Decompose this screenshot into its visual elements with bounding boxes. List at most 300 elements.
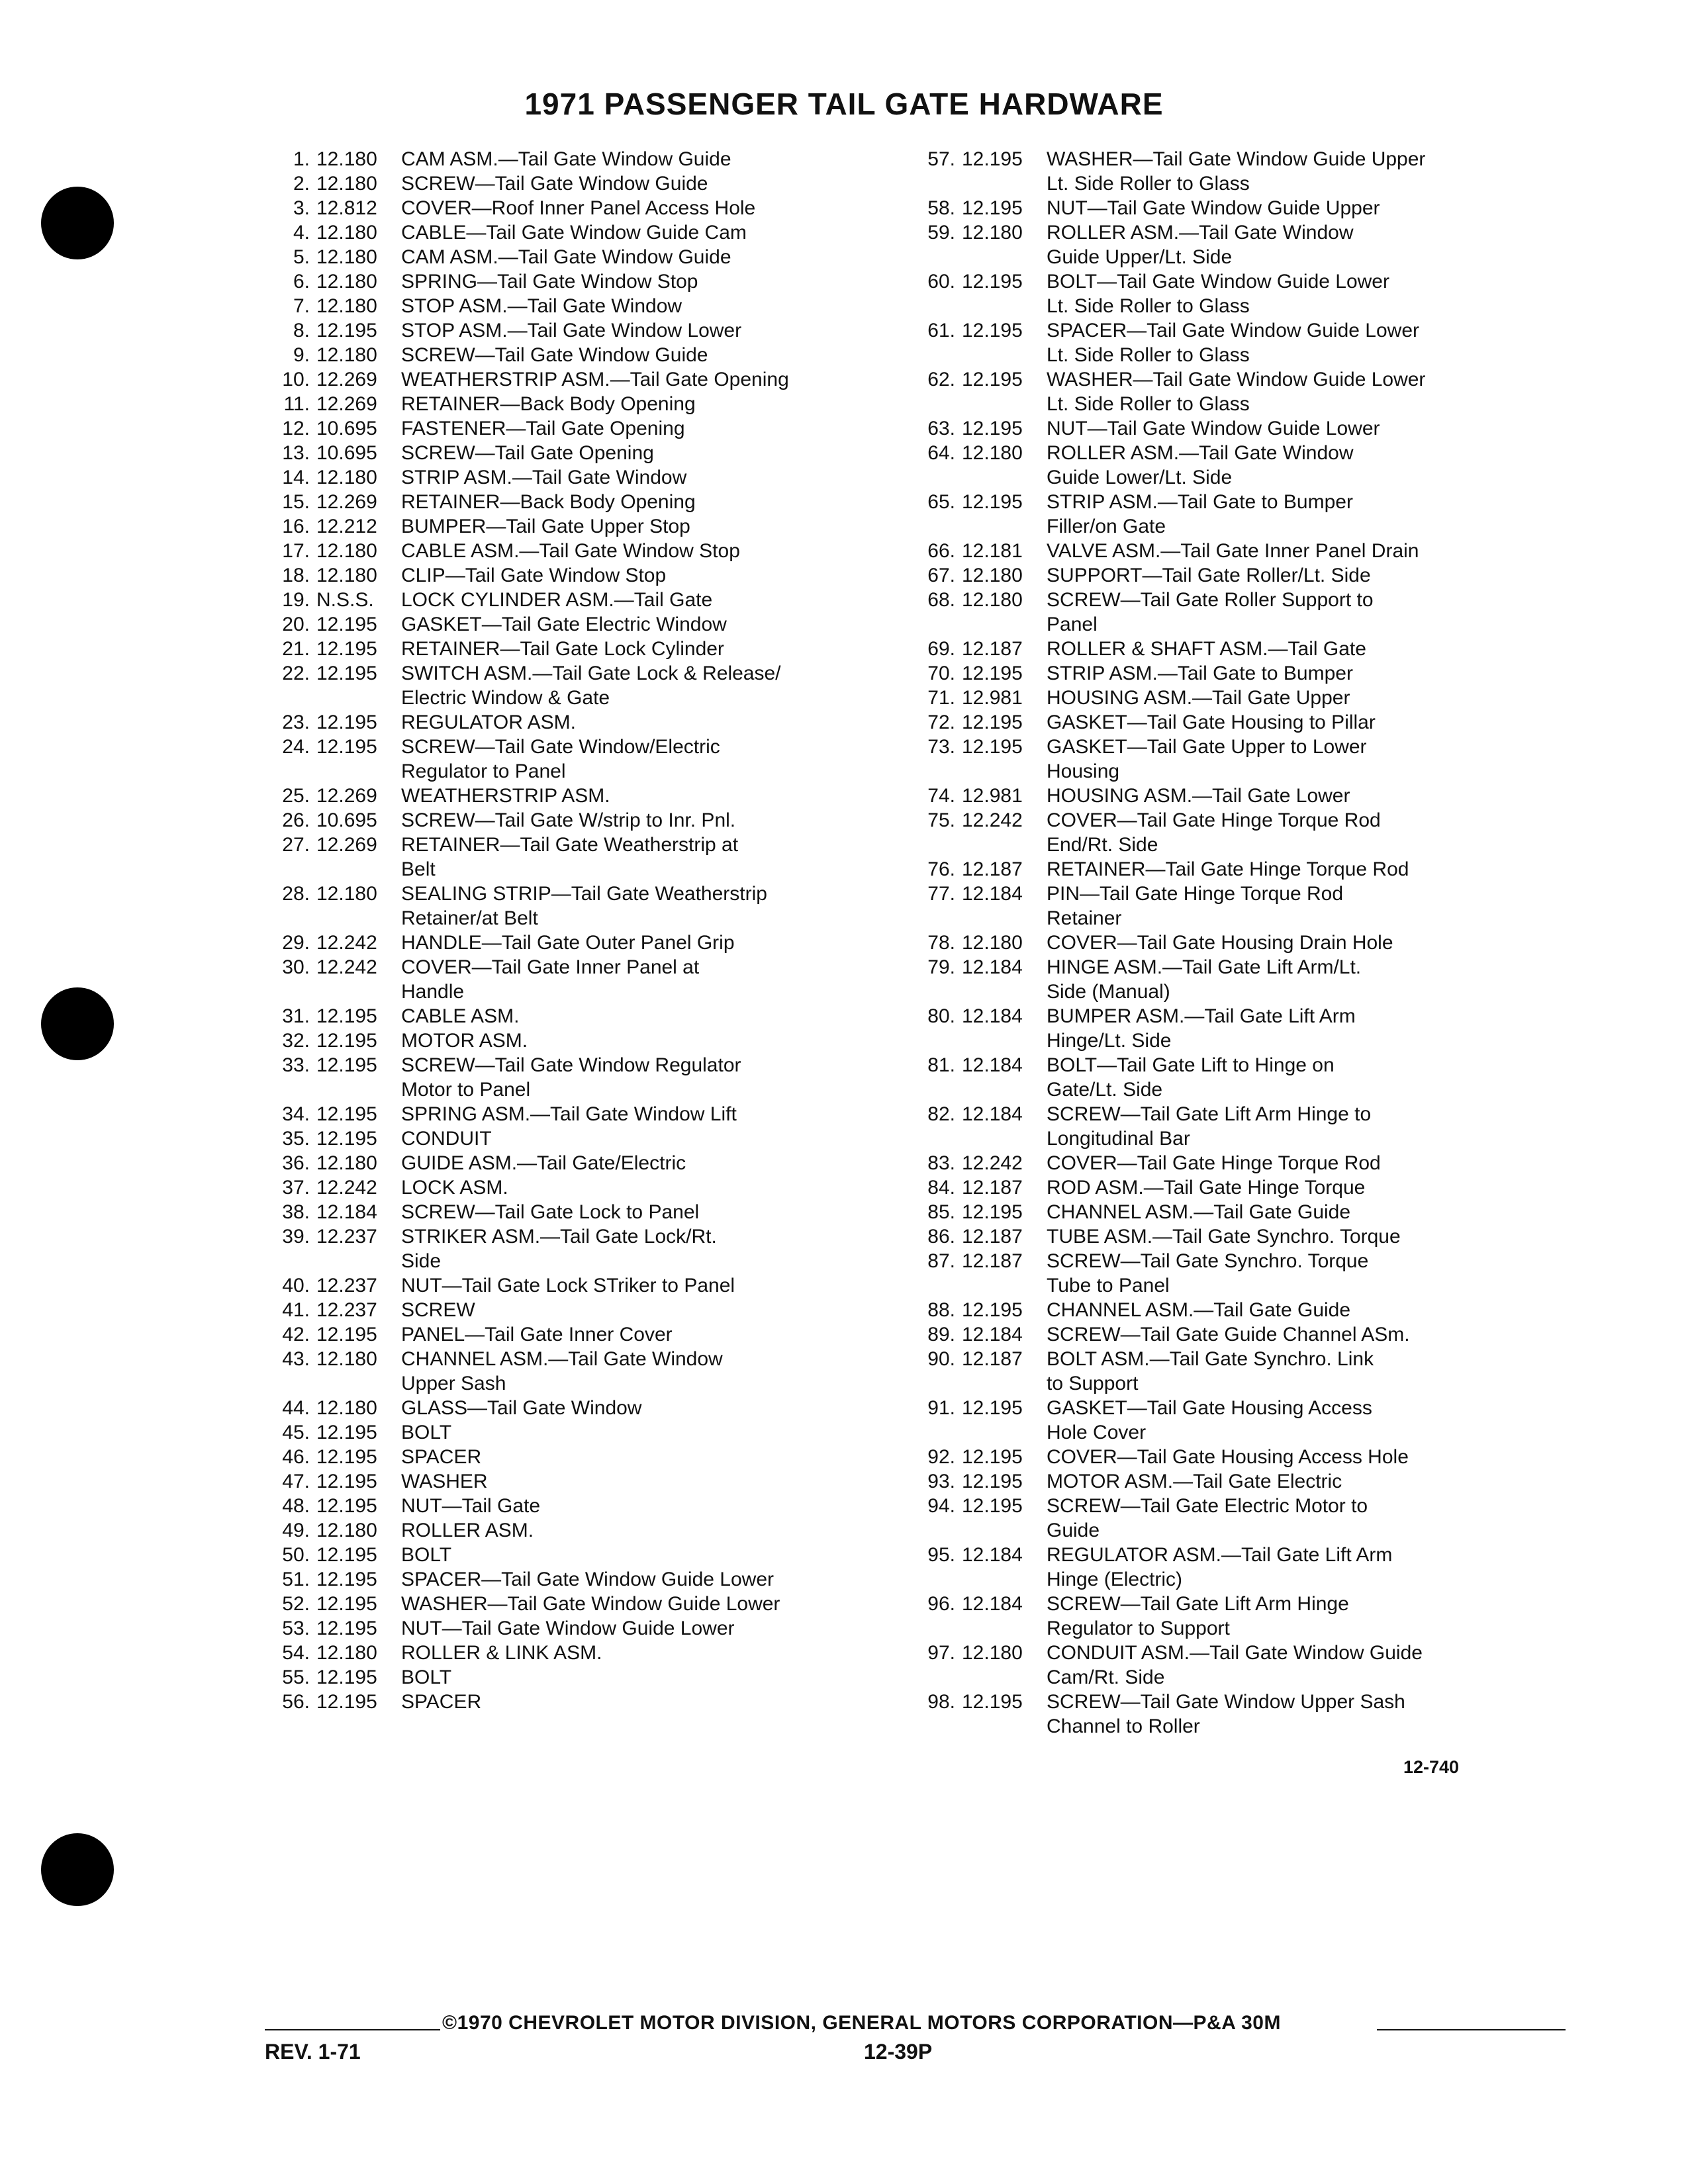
parts-list-entry (904, 1224, 1539, 1249)
part-description: WASHER—Tail Gate Window Guide Lower Lt. Side Roller to Glass (1047, 369, 1426, 415)
group-number: 12.195 (316, 614, 377, 635)
footer-rule-left (265, 2029, 440, 2030)
item-number: 36. (282, 1152, 310, 1174)
part-description: TUBE ASM.—Tail Gate Synchro. Torque (1047, 1226, 1401, 1248)
parts-list-entry (258, 1494, 854, 1518)
item-number: 98. (927, 1691, 955, 1713)
parts-list-entry (904, 1249, 1539, 1298)
group-number: 12.269 (316, 369, 377, 390)
parts-list-entry (904, 686, 1539, 710)
item-number: 55. (282, 1666, 310, 1688)
item-number: 75. (927, 809, 955, 831)
part-description: SCREW—Tail Gate Lock to Panel (401, 1201, 700, 1223)
item-number: 4. (293, 222, 310, 244)
group-number: 12.195 (316, 1495, 377, 1517)
part-description: ROLLER & SHAFT ASM.—Tail Gate (1047, 638, 1366, 660)
parts-list-entry (258, 1298, 854, 1322)
part-description: CAM ASM.—Tail Gate Window Guide (401, 246, 731, 268)
group-number: 12.242 (316, 932, 377, 954)
part-description: SCREW—Tail Gate Lift Arm Hinge to Longitudinal Bar (1047, 1103, 1372, 1150)
part-description: CHANNEL ASM.—Tail Gate Guide (1047, 1299, 1351, 1321)
parts-list-entry (904, 318, 1539, 367)
group-number: 12.195 (316, 1030, 377, 1052)
item-number: 71. (927, 687, 955, 709)
item-number: 12. (282, 418, 310, 439)
item-number: 70. (927, 662, 955, 684)
group-number: 12.195 (316, 1471, 377, 1492)
parts-list-entry (258, 367, 854, 392)
parts-list-entry (258, 661, 854, 710)
group-number: N.S.S. (316, 589, 374, 611)
parts-list-entry (258, 1126, 854, 1151)
group-number: 12.195 (962, 736, 1023, 758)
item-number: 64. (927, 442, 955, 464)
item-number: 28. (282, 883, 310, 905)
group-number: 12.180 (316, 1642, 377, 1664)
item-number: 51. (282, 1569, 310, 1590)
part-description: STOP ASM.—Tail Gate Window Lower (401, 320, 742, 341)
item-number: 21. (282, 638, 310, 660)
part-description: HOUSING ASM.—Tail Gate Lower (1047, 785, 1350, 807)
group-number: 12.180 (316, 344, 377, 366)
parts-list-entry (904, 1200, 1539, 1224)
part-description: GASKET—Tail Gate Electric Window (401, 614, 727, 635)
group-number: 12.180 (316, 467, 377, 488)
group-number: 12.180 (316, 1397, 377, 1419)
part-description: SPACER—Tail Gate Window Guide Lower (401, 1569, 774, 1590)
group-number: 12.180 (316, 565, 377, 586)
parts-list-entry (904, 563, 1539, 588)
group-number: 12.184 (962, 1593, 1023, 1615)
parts-list-entry (258, 245, 854, 269)
parts-list-entry (904, 1690, 1539, 1739)
group-number: 12.195 (316, 1054, 377, 1076)
group-number: 12.237 (316, 1275, 377, 1297)
item-number: 33. (282, 1054, 310, 1076)
part-description: GUIDE ASM.—Tail Gate/Electric (401, 1152, 686, 1174)
parts-list-entry (258, 1396, 854, 1420)
item-number: 43. (282, 1348, 310, 1370)
part-description: COVER—Roof Inner Panel Access Hole (401, 197, 756, 219)
parts-list-entry (904, 1151, 1539, 1175)
part-description: GASKET—Tail Gate Housing Access Hole Cover (1047, 1397, 1372, 1443)
parts-list-entry (258, 1200, 854, 1224)
item-number: 34. (282, 1103, 310, 1125)
item-number: 3. (293, 197, 310, 219)
item-number: 90. (927, 1348, 955, 1370)
item-number: 20. (282, 614, 310, 635)
parts-list-entry (904, 196, 1539, 220)
part-description: SCREW—Tail Gate Window/Electric Regulator to Panel (401, 736, 720, 782)
part-description: BOLT (401, 1666, 452, 1688)
item-number: 77. (927, 883, 955, 905)
item-number: 44. (282, 1397, 310, 1419)
parts-list-entry (904, 882, 1539, 931)
group-number: 12.269 (316, 393, 377, 415)
parts-list-entry (258, 171, 854, 196)
item-number: 62. (927, 369, 955, 390)
group-number: 12.180 (316, 173, 377, 195)
group-number: 12.181 (962, 540, 1023, 562)
item-number: 95. (927, 1544, 955, 1566)
group-number: 12.242 (962, 1152, 1023, 1174)
parts-list-entry (258, 612, 854, 637)
group-number: 12.195 (962, 1471, 1023, 1492)
part-description: WASHER—Tail Gate Window Guide Upper Lt. Side Roller to Glass (1047, 148, 1426, 195)
part-description: SPACER (401, 1446, 482, 1468)
group-number: 12.184 (962, 1103, 1023, 1125)
parts-list-entry (258, 563, 854, 588)
part-description: ROLLER ASM.—Tail Gate Window Guide Upper/Lt. Side (1047, 222, 1354, 268)
part-description: COVER—Tail Gate Housing Drain Hole (1047, 932, 1393, 954)
parts-list-entry (904, 269, 1539, 318)
footer-copyright: ©1970 CHEVROLET MOTOR DIVISION, GENERAL MOTORS CORPORATION—P&A 30M (442, 2012, 1281, 2034)
parts-list-entry (258, 955, 854, 1004)
part-description: REGULATOR ASM.—Tail Gate Lift Arm Hinge (Electric) (1047, 1544, 1393, 1590)
part-description: SCREW—Tail Gate Electric Motor to Guide (1047, 1495, 1368, 1541)
part-description: CHANNEL ASM.—Tail Gate Window Upper Sash (401, 1348, 723, 1394)
group-number: 12.195 (962, 711, 1023, 733)
part-description: STRIP ASM.—Tail Gate Window (401, 467, 687, 488)
item-number: 72. (927, 711, 955, 733)
group-number: 12.981 (962, 785, 1023, 807)
parts-list-entry (258, 1616, 854, 1641)
parts-list-entry (258, 784, 854, 808)
part-description: SCREW (401, 1299, 475, 1321)
item-number: 56. (282, 1691, 310, 1713)
parts-list-entry (258, 808, 854, 833)
item-number: 15. (282, 491, 310, 513)
parts-list-entry (258, 1469, 854, 1494)
group-number: 12.180 (962, 589, 1023, 611)
group-number: 12.195 (316, 1691, 377, 1713)
part-description: LOCK CYLINDER ASM.—Tail Gate (401, 589, 713, 611)
group-number: 12.180 (316, 295, 377, 317)
item-number: 69. (927, 638, 955, 660)
group-number: 12.180 (962, 442, 1023, 464)
group-number: 12.195 (316, 1666, 377, 1688)
part-description: CABLE ASM. (401, 1005, 520, 1027)
item-number: 83. (927, 1152, 955, 1174)
part-description: ROLLER & LINK ASM. (401, 1642, 602, 1664)
item-number: 49. (282, 1520, 310, 1541)
item-number: 13. (282, 442, 310, 464)
group-number: 12.812 (316, 197, 377, 219)
part-description: SCREW—Tail Gate Opening (401, 442, 654, 464)
group-number: 12.184 (962, 883, 1023, 905)
part-description: LOCK ASM. (401, 1177, 508, 1199)
item-number: 80. (927, 1005, 955, 1027)
group-number: 12.180 (316, 271, 377, 293)
part-description: NUT—Tail Gate Window Guide Lower (1047, 418, 1380, 439)
group-number: 12.195 (316, 1324, 377, 1345)
part-description: SCREW—Tail Gate Lift Arm Hinge Regulator to Support (1047, 1593, 1349, 1639)
parts-list-entry (904, 637, 1539, 661)
part-description: CAM ASM.—Tail Gate Window Guide (401, 148, 731, 170)
part-description: CONDUIT (401, 1128, 492, 1150)
part-description: BOLT—Tail Gate Lift to Hinge on Gate/Lt. Side (1047, 1054, 1335, 1101)
group-number: 12.195 (316, 638, 377, 660)
parts-list-entry (904, 784, 1539, 808)
part-description: ROLLER ASM. (401, 1520, 534, 1541)
parts-list-entry (258, 343, 854, 367)
item-number: 35. (282, 1128, 310, 1150)
part-description: CABLE ASM.—Tail Gate Window Stop (401, 540, 740, 562)
parts-list-entry (258, 441, 854, 465)
part-description: SPRING—Tail Gate Window Stop (401, 271, 698, 293)
part-description: HOUSING ASM.—Tail Gate Upper (1047, 687, 1350, 709)
group-number: 12.269 (316, 834, 377, 856)
group-number: 12.184 (962, 1544, 1023, 1566)
group-number: 12.195 (962, 1299, 1023, 1321)
parts-list-entry (258, 392, 854, 416)
group-number: 12.195 (316, 1128, 377, 1150)
group-number: 12.195 (316, 736, 377, 758)
group-number: 12.195 (316, 320, 377, 341)
part-description: BUMPER—Tail Gate Upper Stop (401, 516, 690, 537)
part-description: VALVE ASM.—Tail Gate Inner Panel Drain (1047, 540, 1419, 562)
part-description: GASKET—Tail Gate Upper to Lower Housing (1047, 736, 1367, 782)
group-number: 10.695 (316, 809, 377, 831)
group-number: 12.195 (316, 1569, 377, 1590)
part-description: ROLLER ASM.—Tail Gate Window Guide Lower/Lt. Side (1047, 442, 1354, 488)
item-number: 57. (927, 148, 955, 170)
part-description: WEATHERSTRIP ASM. (401, 785, 610, 807)
item-number: 22. (282, 662, 310, 684)
group-number: 12.195 (316, 711, 377, 733)
part-description: COVER—Tail Gate Housing Access Hole (1047, 1446, 1409, 1468)
item-number: 16. (282, 516, 310, 537)
group-number: 12.187 (962, 638, 1023, 660)
parts-list-entry (904, 710, 1539, 735)
item-number: 74. (927, 785, 955, 807)
item-number: 7. (293, 295, 310, 317)
item-number: 2. (293, 173, 310, 195)
parts-list-entry (258, 1420, 854, 1445)
item-number: 48. (282, 1495, 310, 1517)
item-number: 46. (282, 1446, 310, 1468)
parts-list-entry (258, 1518, 854, 1543)
parts-list-entry (904, 147, 1539, 196)
item-number: 96. (927, 1593, 955, 1615)
parts-list-entry (904, 588, 1539, 637)
item-number: 42. (282, 1324, 310, 1345)
parts-list-entry (904, 1102, 1539, 1151)
part-description: BOLT (401, 1422, 452, 1443)
parts-list-entry (258, 318, 854, 343)
parts-list-entry (258, 147, 854, 171)
item-number: 29. (282, 932, 310, 954)
part-description: SPRING ASM.—Tail Gate Window Lift (401, 1103, 737, 1125)
part-description: HANDLE—Tail Gate Outer Panel Grip (401, 932, 735, 954)
part-description: SEALING STRIP—Tail Gate Weatherstrip Retainer/at Belt (401, 883, 767, 929)
part-description: RETAINER—Tail Gate Weatherstrip at Belt (401, 834, 739, 880)
item-number: 17. (282, 540, 310, 562)
part-description: SWITCH ASM.—Tail Gate Lock & Release/ Electric Window & Gate (401, 662, 781, 709)
parts-list-entry (258, 1151, 854, 1175)
item-number: 40. (282, 1275, 310, 1297)
parts-list-entry (258, 1543, 854, 1567)
group-number: 12.180 (316, 1152, 377, 1174)
item-number: 37. (282, 1177, 310, 1199)
part-description: PIN—Tail Gate Hinge Torque Rod Retainer (1047, 883, 1344, 929)
part-description: BUMPER ASM.—Tail Gate Lift Arm Hinge/Lt. Side (1047, 1005, 1356, 1052)
parts-list-entry (258, 1004, 854, 1028)
item-number: 66. (927, 540, 955, 562)
group-number: 12.195 (962, 1201, 1023, 1223)
parts-list-entry (258, 735, 854, 784)
group-number: 12.195 (316, 1593, 377, 1615)
parts-list-entry (258, 882, 854, 931)
item-number: 24. (282, 736, 310, 758)
parts-list-entry (904, 808, 1539, 857)
figure-reference: 12-740 (1403, 1757, 1460, 1777)
parts-list-entry (258, 490, 854, 514)
group-number: 10.695 (316, 442, 377, 464)
group-number: 12.180 (316, 148, 377, 170)
part-description: FASTENER—Tail Gate Opening (401, 418, 685, 439)
parts-list-entry (904, 1053, 1539, 1102)
parts-list-entry (258, 196, 854, 220)
item-number: 26. (282, 809, 310, 831)
parts-list-entry (258, 220, 854, 245)
parts-list-entry (258, 588, 854, 612)
part-description: WASHER—Tail Gate Window Guide Lower (401, 1593, 780, 1615)
revision-label: REV. 1-71 (265, 2040, 361, 2064)
item-number: 6. (293, 271, 310, 293)
part-description: SUPPORT—Tail Gate Roller/Lt. Side (1047, 565, 1371, 586)
item-number: 82. (927, 1103, 955, 1125)
item-number: 39. (282, 1226, 310, 1248)
parts-list-entry (258, 1175, 854, 1200)
part-description: RETAINER—Tail Gate Lock Cylinder (401, 638, 724, 660)
parts-list-entry (904, 1396, 1539, 1445)
group-number: 12.180 (316, 246, 377, 268)
group-number: 12.184 (316, 1201, 377, 1223)
parts-list-entry (904, 1469, 1539, 1494)
item-number: 30. (282, 956, 310, 978)
item-number: 5. (293, 246, 310, 268)
part-description: NUT—Tail Gate (401, 1495, 541, 1517)
part-description: SCREW—Tail Gate Roller Support to Panel (1047, 589, 1374, 635)
group-number: 12.180 (316, 540, 377, 562)
group-number: 12.242 (316, 1177, 377, 1199)
group-number: 12.195 (962, 320, 1023, 341)
parts-list-entry (258, 1028, 854, 1053)
item-number: 11. (283, 393, 310, 415)
item-number: 50. (282, 1544, 310, 1566)
group-number: 12.195 (316, 1617, 377, 1639)
parts-list-entry (904, 735, 1539, 784)
binder-hole-top (41, 187, 114, 259)
item-number: 52. (282, 1593, 310, 1615)
part-description: SCREW—Tail Gate Window Guide (401, 173, 708, 195)
part-description: SCREW—Tail Gate Window Regulator Motor to Panel (401, 1054, 741, 1101)
parts-list-entry (258, 465, 854, 490)
parts-list-entry (904, 367, 1539, 416)
group-number: 12.180 (316, 222, 377, 244)
group-number: 12.195 (962, 491, 1023, 513)
parts-list-entry (904, 661, 1539, 686)
item-number: 54. (282, 1642, 310, 1664)
group-number: 12.242 (316, 956, 377, 978)
part-description: SCREW—Tail Gate Synchro. Torque Tube to Panel (1047, 1250, 1369, 1297)
item-number: 79. (927, 956, 955, 978)
group-number: 12.187 (962, 1348, 1023, 1370)
group-number: 12.237 (316, 1299, 377, 1321)
item-number: 89. (927, 1324, 955, 1345)
item-number: 91. (927, 1397, 955, 1419)
parts-list-entry (904, 1494, 1539, 1543)
part-description: HINGE ASM.—Tail Gate Lift Arm/Lt. Side (Manual) (1047, 956, 1362, 1003)
parts-list-entry (904, 931, 1539, 955)
parts-list-entry (258, 1567, 854, 1592)
part-description: MOTOR ASM.—Tail Gate Electric (1047, 1471, 1342, 1492)
part-description: SPACER (401, 1691, 482, 1713)
group-number: 12.180 (962, 932, 1023, 954)
group-number: 12.195 (962, 418, 1023, 439)
parts-list-entry (258, 931, 854, 955)
parts-list-entry (258, 1592, 854, 1616)
group-number: 12.981 (962, 687, 1023, 709)
parts-list-entry (904, 1641, 1539, 1690)
group-number: 12.184 (962, 1324, 1023, 1345)
part-description: SCREW—Tail Gate Guide Channel ASm. (1047, 1324, 1410, 1345)
group-number: 12.187 (962, 1177, 1023, 1199)
parts-list-entry (258, 269, 854, 294)
group-number: 12.184 (962, 1005, 1023, 1027)
parts-list-entry (904, 1175, 1539, 1200)
footer-rule-right (1377, 2029, 1566, 2030)
item-number: 93. (927, 1471, 955, 1492)
group-number: 12.195 (962, 271, 1023, 293)
part-description: NUT—Tail Gate Lock STriker to Panel (401, 1275, 735, 1297)
item-number: 14. (282, 467, 310, 488)
group-number: 12.195 (962, 369, 1023, 390)
group-number: 12.195 (962, 1446, 1023, 1468)
item-number: 23. (282, 711, 310, 733)
part-description: ROD ASM.—Tail Gate Hinge Torque (1047, 1177, 1366, 1199)
parts-list-entry (904, 1004, 1539, 1053)
group-number: 12.242 (962, 809, 1023, 831)
parts-list-entry (258, 514, 854, 539)
group-number: 12.187 (962, 858, 1023, 880)
part-description: CABLE—Tail Gate Window Guide Cam (401, 222, 747, 244)
part-description: SCREW—Tail Gate Window Upper Sash Channel to Roller (1047, 1691, 1405, 1737)
part-description: RETAINER—Back Body Opening (401, 393, 696, 415)
parts-list-right-column (904, 147, 1539, 1739)
group-number: 12.180 (962, 565, 1023, 586)
part-description: STRIP ASM.—Tail Gate to Bumper Filler/on Gate (1047, 491, 1353, 537)
item-number: 81. (927, 1054, 955, 1076)
parts-list-entry (258, 416, 854, 441)
item-number: 67. (927, 565, 955, 586)
item-number: 65. (927, 491, 955, 513)
group-number: 12.195 (316, 1446, 377, 1468)
parts-list-entry (904, 1543, 1539, 1592)
part-description: NUT—Tail Gate Window Guide Lower (401, 1617, 735, 1639)
item-number: 86. (927, 1226, 955, 1248)
group-number: 12.184 (962, 1054, 1023, 1076)
parts-list-entry (904, 1592, 1539, 1641)
part-description: SCREW—Tail Gate W/strip to Inr. Pnl. (401, 809, 736, 831)
part-description: MOTOR ASM. (401, 1030, 528, 1052)
part-description: REGULATOR ASM. (401, 711, 576, 733)
item-number: 61. (927, 320, 955, 341)
item-number: 53. (282, 1617, 310, 1639)
parts-list-entry (258, 1641, 854, 1665)
page-number: 12-39P (864, 2040, 933, 2064)
